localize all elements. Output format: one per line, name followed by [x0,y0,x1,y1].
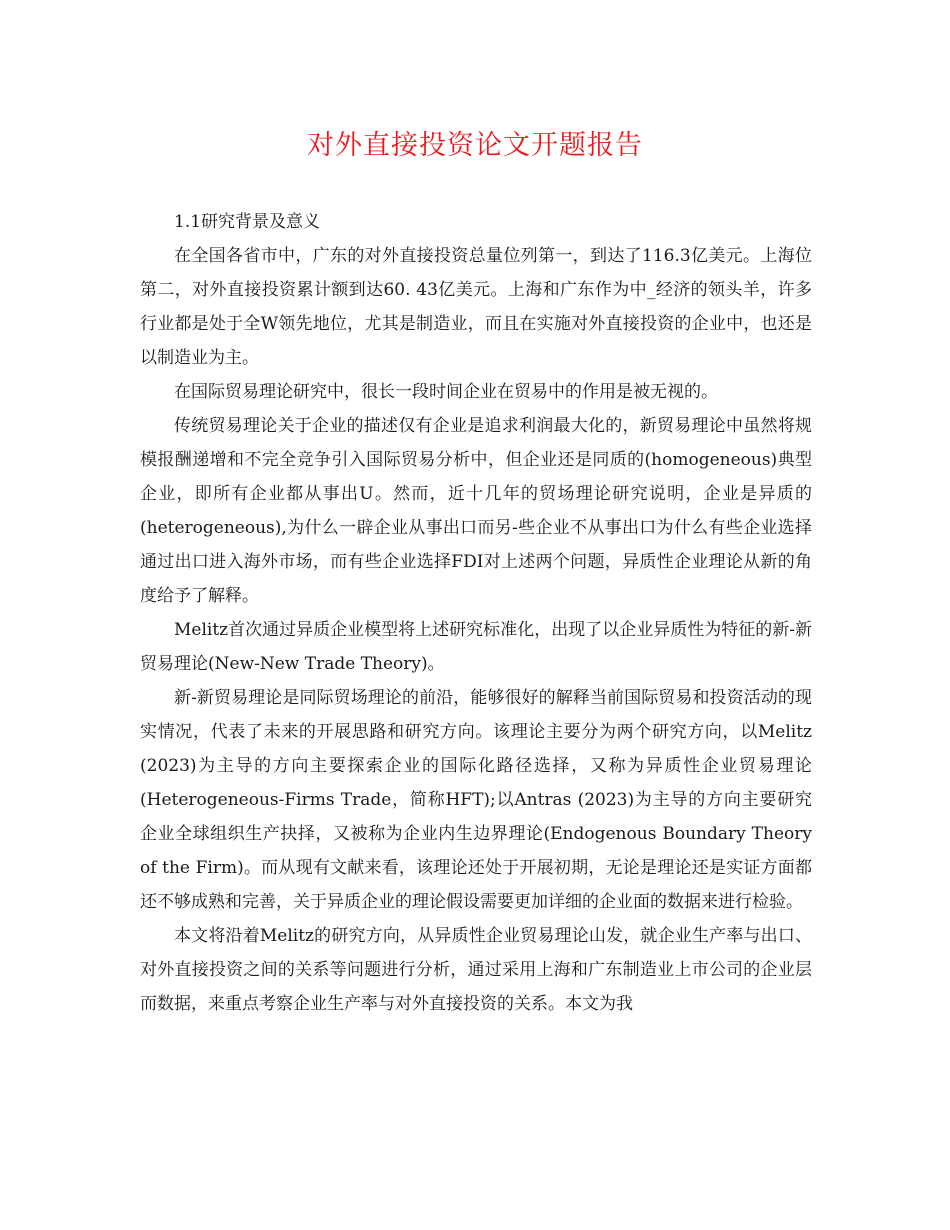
document-body [140,205,812,1021]
document-title: 对外直接投资论文开题报告 [307,130,643,161]
paragraph-3: 传统贸易理论关于企业的描述仅有企业是追求利润最大化的，新贸易理论中虽然将规模报酬递增和不完全竞争引入国际贸易分析中，但企业还是同质的(homogeneous)典型企业，即所有企业都从事出U。然而，近十几年的贸场理论研究说明，企业是异质的(heterogeneous),为什么一辟企业从事出口而另-些企业不从事出口为什么有些企业选择通过出口进入海外市场，而有些企业选择FDI对上述两个问题，异质性企业理论从新的角度给予了解释。 [140,416,812,606]
paragraph-5: 新-新贸易理论是同际贸场理论的前沿，能够很好的解释当前国际贸易和投资活动的现实情况，代表了未来的开展思路和研究方向。该理论主要分为两个研究方向，以Melitz (2023)为主导的方向主要探索企业的国际化路径选择，又称为异质性企业贸易理论(Heterogeneous-Firms Trade，简称HFT);以Antras (2023)为主导的方向主要研究企业全球组织生产抉择，又被称为企业内生边界理论(Endogenous Boundary Theory of the Firm)。而从现有文献来看，该理论还处于开展初期，无论是理论还是实证方面都还不够成熟和完善，关于异质企业的理论假设需要更加详细的企业面的数据来进行检验。 [140,688,812,912]
paragraph-2: 在国际贸易理论研究中，很长一段时间企业在贸易中的作用是被无视的。 [174,382,718,402]
section-heading: 1.1研究背景及意义 [174,212,321,232]
paragraph-6: 本文将沿着Melitz的研究方向，从异质性企业贸易理论山发，就企业生产率与出口、对外直接投资之间的关系等问题进行分析，通过采用上海和广东制造业上市公司的企业层而数据，来重点考察企业生产率与对外直接投资的关系。本文为我 [140,926,812,1014]
paragraph-4: Melitz首次通过异质企业模型将上述研究标准化，出现了以企业异质性为特征的新-新贸易理论(New-New Trade Theory)。 [140,620,812,674]
paragraph-1: 在全国各省市中，广东的对外直接投资总量位列第一，到达了116.3亿美元。上海位第二，对外直接投资累计额到达60. 43亿美元。上海和广东作为中_经济的领头羊，许多行业都是处于全W领先地位，尤其是制造业，而且在实施对外直接投资的企业中，也还是以制造业为主。 [140,246,812,368]
